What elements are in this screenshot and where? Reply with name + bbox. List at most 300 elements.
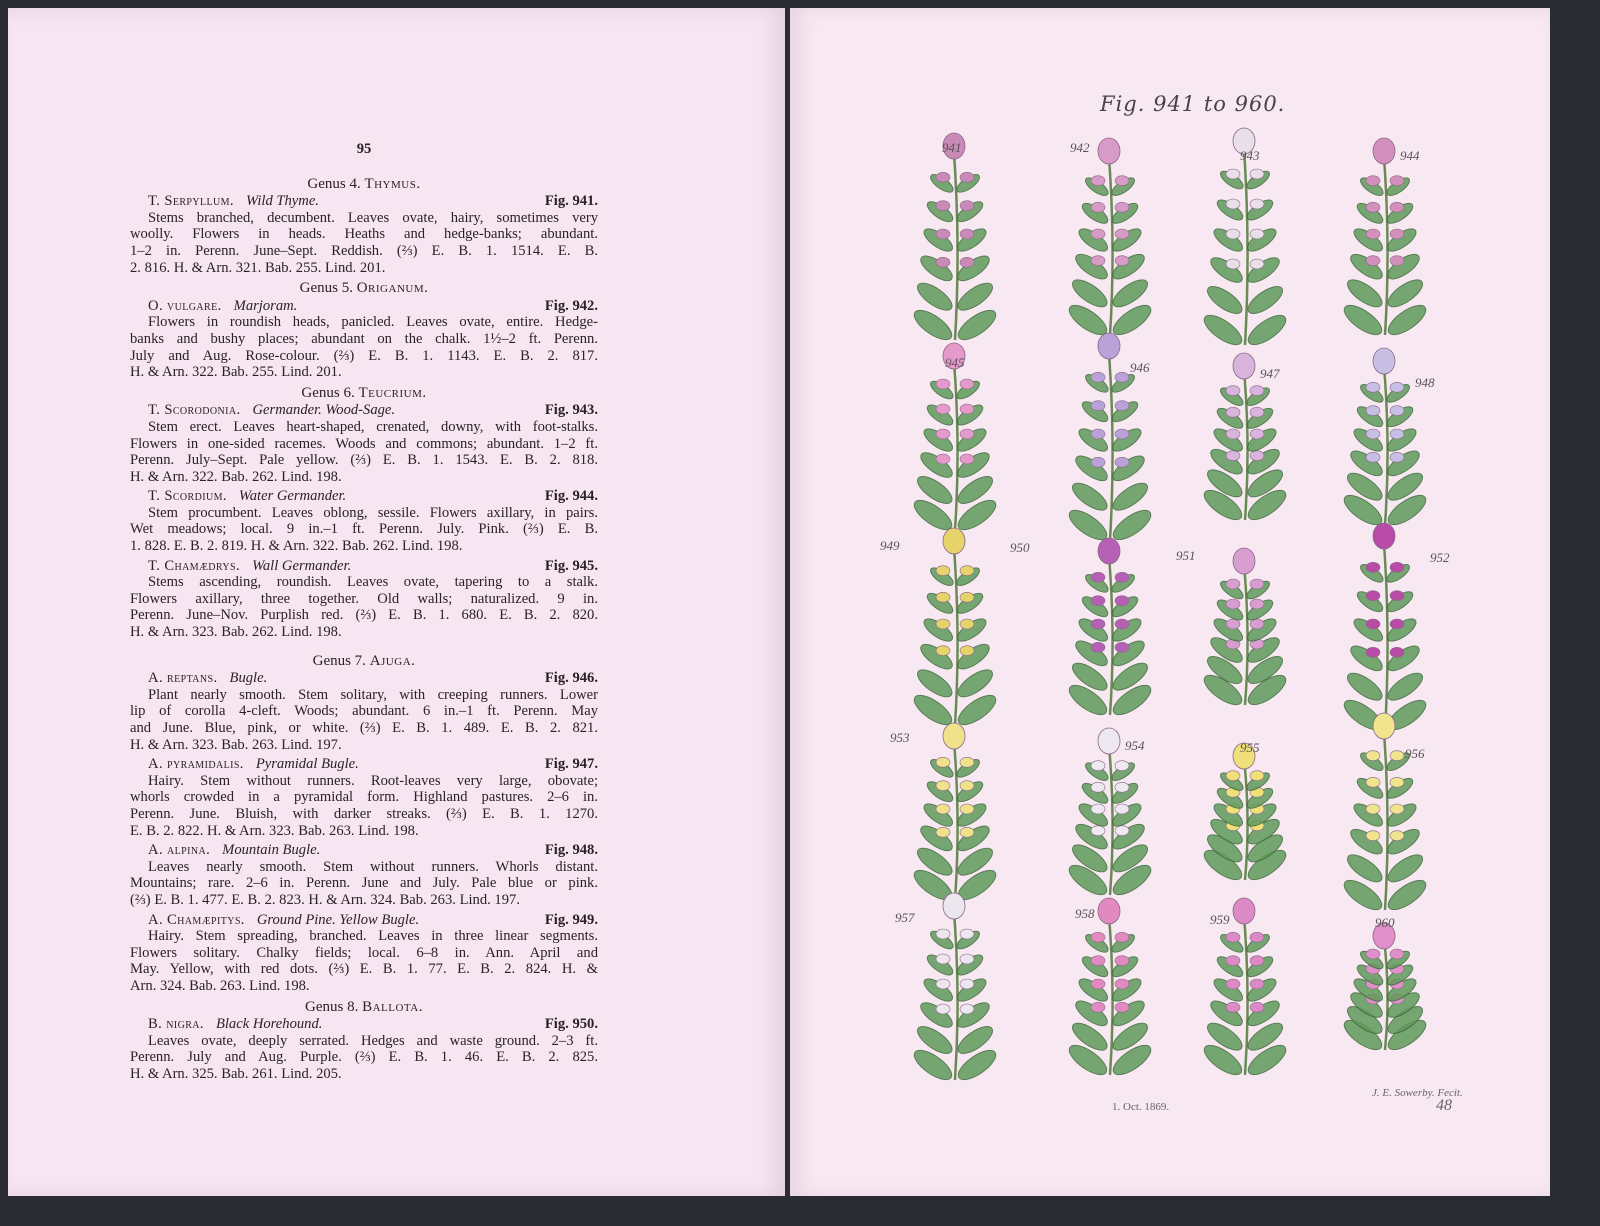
flower xyxy=(960,201,974,211)
flower xyxy=(1091,429,1105,439)
flower xyxy=(960,827,974,837)
common-name: Mountain Bugle. xyxy=(222,842,321,859)
flower xyxy=(960,757,974,767)
flower xyxy=(1250,771,1264,781)
description-line: lip of corolla 4-cleft. Woods; abundant. 6 in.–1 ft. Perenn. May xyxy=(130,703,598,720)
figure-number: 950 xyxy=(1010,540,1030,555)
flower xyxy=(1366,777,1380,787)
flower xyxy=(1366,202,1380,212)
flower xyxy=(936,619,950,629)
species-name: T. Scorodonia. xyxy=(148,402,241,419)
flower-head xyxy=(1098,728,1120,754)
figure-number: 943 xyxy=(1240,148,1260,163)
flower xyxy=(1250,229,1264,239)
flower xyxy=(1091,826,1105,836)
flower-head xyxy=(1373,138,1395,164)
description-line: Stem erect. Leaves heart-shaped, crenated, downy, with foot-stalks. xyxy=(148,418,598,435)
leaf xyxy=(1109,225,1144,255)
flower xyxy=(936,929,950,939)
flower xyxy=(1390,452,1404,462)
description-line: Perenn. July and Aug. Purple. (⅔) E. B. 1. 46. E. B. 2. 825. xyxy=(130,1049,598,1066)
flower xyxy=(1390,406,1404,416)
flower xyxy=(1366,619,1380,629)
flower xyxy=(1115,572,1129,582)
flower xyxy=(960,592,974,602)
genus-name: Origanum. xyxy=(356,280,429,297)
flower xyxy=(1250,599,1264,609)
plant-figure-950 xyxy=(1065,538,1155,720)
stem xyxy=(953,350,958,530)
leaf xyxy=(1207,253,1246,287)
figure-ref: Fig. 947. xyxy=(544,756,598,773)
description-line: Hairy. Stem without runners. Root-leaves very large, obovate; xyxy=(148,772,598,789)
plate-date: 1. Oct. 1869. xyxy=(1112,1101,1170,1113)
description-line: 1–2 in. Perenn. June–Sept. Reddish. (⅔) E. B. 1. 1514. E. B. xyxy=(130,242,598,259)
flower xyxy=(960,379,974,389)
description-line: H. & Arn. 325. Bab. 261. Lind. 205. xyxy=(130,1065,342,1082)
description-line: Perenn. June. Bluish, with darker streaks. (⅔) E. B. 1. 1270. xyxy=(130,805,598,822)
flower xyxy=(1115,256,1129,266)
description-line: Perenn. July–Sept. Pale yellow. (⅔) E. B. 1. 1543. E. B. 2. 818. xyxy=(130,452,598,469)
flower xyxy=(936,1004,950,1014)
flower xyxy=(1115,596,1129,606)
flower xyxy=(960,404,974,414)
description-line: Leaves ovate, deeply serrated. Hedges and waste ground. 2–3 ft. xyxy=(148,1032,598,1049)
flower xyxy=(1091,202,1105,212)
description-line: woolly. Flowers in heads. Heaths and hedge-banks; abundant. xyxy=(130,226,598,243)
flower xyxy=(1366,591,1380,601)
flower xyxy=(1390,804,1404,814)
flower xyxy=(1226,599,1240,609)
stem xyxy=(953,730,958,900)
figure-number: 958 xyxy=(1075,906,1095,921)
leaf xyxy=(1109,452,1148,486)
flower xyxy=(1226,451,1240,461)
flower xyxy=(1390,382,1404,392)
description-line: Flowers in roundish heads, panicled. Leaves ovate, entire. Hedge- xyxy=(148,314,598,331)
flower xyxy=(1091,642,1105,652)
leaf xyxy=(913,278,956,315)
species-name: O. vulgare. xyxy=(148,297,222,314)
flower xyxy=(1366,751,1380,761)
plant-figure-945 xyxy=(910,343,1000,535)
flower xyxy=(1091,229,1105,239)
flower xyxy=(1250,407,1264,417)
flower xyxy=(1091,782,1105,792)
flower xyxy=(1250,579,1264,589)
flower xyxy=(960,619,974,629)
flower xyxy=(960,646,974,656)
stem xyxy=(1108,735,1113,895)
flower xyxy=(1115,932,1129,942)
flower xyxy=(1226,932,1240,942)
flower xyxy=(1226,386,1240,396)
flower xyxy=(1115,956,1129,966)
figure-number: 954 xyxy=(1125,738,1145,753)
flower xyxy=(936,429,950,439)
flower xyxy=(1226,579,1240,589)
flower xyxy=(960,954,974,964)
genus-number: Genus 8. xyxy=(305,998,359,1015)
leaf xyxy=(1211,225,1246,255)
common-name: Ground Pine. Yellow Bugle. xyxy=(256,911,420,928)
flower xyxy=(1115,782,1129,792)
flower xyxy=(1115,176,1129,186)
leaf xyxy=(1109,250,1148,284)
flower xyxy=(1390,562,1404,572)
flower-head xyxy=(1373,713,1395,739)
flower xyxy=(936,229,950,239)
leaf xyxy=(910,305,956,345)
leaf xyxy=(1384,615,1419,645)
leaf xyxy=(1203,282,1246,319)
genus-number: Genus 6. xyxy=(301,384,355,401)
flower xyxy=(960,566,974,576)
stem xyxy=(1243,905,1248,1075)
figure-number: 960 xyxy=(1375,915,1395,930)
flower xyxy=(1250,259,1264,269)
figure-ref: Fig. 949. xyxy=(544,911,598,928)
leaf xyxy=(921,225,956,255)
flower-head xyxy=(1098,333,1120,359)
stem xyxy=(1243,555,1248,705)
flower xyxy=(1226,979,1240,989)
flower xyxy=(1390,591,1404,601)
plant-figure-953 xyxy=(910,723,1000,905)
flower xyxy=(960,229,974,239)
figure-number: 946 xyxy=(1130,360,1150,375)
plant-figure-958 xyxy=(1065,898,1155,1080)
genus-name: Ajuga. xyxy=(369,652,416,669)
flower xyxy=(936,646,950,656)
description-line: (⅔) E. B. 1. 477. E. B. 2. 823. H. & Arn. 324. Bab. 263. Lind. 197. xyxy=(130,891,520,908)
leaf xyxy=(1347,250,1386,284)
flower-head xyxy=(943,893,965,919)
description-line: Flowers in one-sided racemes. Woods and commons; abundant. 1–2 ft. xyxy=(130,435,598,452)
flower xyxy=(1091,956,1105,966)
figure-number: 953 xyxy=(890,730,910,745)
stem xyxy=(1383,720,1388,910)
flower xyxy=(1366,429,1380,439)
figure-ref: Fig. 944. xyxy=(544,488,598,505)
plant-figure-949 xyxy=(910,528,1000,730)
leaf xyxy=(1384,825,1423,859)
page-number: 95 xyxy=(356,141,372,157)
species-name: T. Serpyllum. xyxy=(148,193,234,210)
flower xyxy=(1390,202,1404,212)
flower xyxy=(1226,229,1240,239)
flower xyxy=(1091,804,1105,814)
flower xyxy=(960,1004,974,1014)
flower xyxy=(1250,1002,1264,1012)
flower xyxy=(1390,831,1404,841)
figure-ref: Fig. 941. xyxy=(544,193,598,210)
figure-ref: Fig. 950. xyxy=(544,1016,598,1033)
stem xyxy=(1108,905,1113,1075)
common-name: Black Horehound. xyxy=(215,1016,323,1033)
species-name: A. reptans. xyxy=(148,670,218,687)
flower xyxy=(1250,199,1264,209)
flower xyxy=(936,454,950,464)
genus-name: Teucrium. xyxy=(358,384,427,401)
flower xyxy=(1091,1002,1105,1012)
figure-number: 945 xyxy=(945,355,965,370)
plant-figure-957 xyxy=(910,893,1000,1085)
flower xyxy=(1250,451,1264,461)
flower xyxy=(1091,932,1105,942)
flower xyxy=(960,172,974,182)
genus-number: Genus 4. xyxy=(307,175,361,192)
stem xyxy=(1383,145,1388,335)
figure-number: 948 xyxy=(1415,375,1435,390)
flower xyxy=(960,429,974,439)
flower xyxy=(1390,619,1404,629)
flower xyxy=(1390,176,1404,186)
description-line: Flowers solitary. Chalky fields; local. 6–8 in. Ann. April and xyxy=(130,944,598,961)
flower xyxy=(936,827,950,837)
stem xyxy=(953,140,958,340)
flower xyxy=(1226,199,1240,209)
flower xyxy=(1366,452,1380,462)
leaf xyxy=(1384,800,1419,830)
common-name: Wild Thyme. xyxy=(245,193,319,210)
flower xyxy=(960,804,974,814)
plate-title: Fig. 941 to 960. xyxy=(1100,92,1286,116)
leaf xyxy=(1384,225,1419,255)
leaf xyxy=(1068,478,1111,515)
flower xyxy=(1390,229,1404,239)
flower xyxy=(1226,771,1240,781)
stem xyxy=(1243,360,1248,520)
flower xyxy=(1390,647,1404,657)
plate-number: 48 xyxy=(1436,1097,1452,1114)
figure-number: 947 xyxy=(1260,366,1280,381)
leaf xyxy=(1384,642,1423,676)
figure-number: 952 xyxy=(1430,550,1450,565)
flower xyxy=(1115,202,1129,212)
description-line: H. & Arn. 323. Bab. 263. Lind. 197. xyxy=(130,736,342,753)
genus-name: Thymus. xyxy=(364,175,421,192)
flower xyxy=(1366,647,1380,657)
plant-figure-955 xyxy=(1200,743,1290,885)
description-line: July and Aug. Rose-colour. (⅔) E. B. 1. 1143. E. B. 2. 817. xyxy=(130,347,598,364)
flower xyxy=(936,172,950,182)
flower xyxy=(1115,229,1129,239)
flower xyxy=(936,954,950,964)
leaf xyxy=(1109,425,1144,455)
figure-ref: Fig. 948. xyxy=(544,842,598,859)
description-line: E. B. 2. 822. H. & Arn. 323. Bab. 263. Lind. 198. xyxy=(130,822,419,839)
description-line: banks and bushy places; abundant on the chalk. 1½–2 ft. Perenn. xyxy=(130,330,598,347)
common-name: Germander. Wood-Sage. xyxy=(252,402,396,419)
flower xyxy=(960,257,974,267)
flower xyxy=(1250,932,1264,942)
stem xyxy=(1243,750,1248,880)
description-line: Hairy. Stem spreading, branched. Leaves in three linear segments. xyxy=(148,928,598,945)
flower-head xyxy=(1373,348,1395,374)
flower xyxy=(1226,1002,1240,1012)
flower xyxy=(1115,401,1129,411)
leaf xyxy=(921,615,956,645)
plant-figure-941 xyxy=(910,133,1000,345)
stem xyxy=(1243,135,1248,345)
species-name: T. Chamædrys. xyxy=(148,557,241,574)
flower xyxy=(1091,457,1105,467)
leaf xyxy=(1244,310,1290,350)
description-line: Plant nearly smooth. Stem solitary, with creeping runners. Lower xyxy=(148,686,598,703)
species-name: T. Scordium. xyxy=(148,488,227,505)
leaf xyxy=(954,640,993,674)
flower xyxy=(1115,761,1129,771)
flower xyxy=(1390,777,1404,787)
stem xyxy=(1108,340,1113,540)
leaf xyxy=(1072,452,1111,486)
figure-number: 949 xyxy=(880,538,900,553)
flower xyxy=(936,592,950,602)
flower xyxy=(1366,831,1380,841)
flower xyxy=(936,781,950,791)
flower xyxy=(1226,619,1240,629)
figure-number: 956 xyxy=(1405,746,1425,761)
figure-number: 951 xyxy=(1176,548,1196,563)
flower xyxy=(1115,1002,1129,1012)
flower xyxy=(1091,401,1105,411)
flower xyxy=(1226,169,1240,179)
flower xyxy=(1366,406,1380,416)
engraver-credit: J. E. Sowerby. Fecit. xyxy=(1372,1087,1463,1099)
flower-head xyxy=(1233,353,1255,379)
flower xyxy=(1250,619,1264,629)
leaf xyxy=(1072,250,1111,284)
flower xyxy=(936,804,950,814)
plant-figure-951 xyxy=(1200,548,1290,710)
flower xyxy=(1366,949,1380,959)
flower-head xyxy=(943,723,965,749)
leaf xyxy=(1076,225,1111,255)
flower xyxy=(1091,372,1105,382)
leaf xyxy=(1076,425,1111,455)
stem xyxy=(1383,530,1388,730)
flower-head xyxy=(1098,898,1120,924)
flower xyxy=(1091,572,1105,582)
leaf xyxy=(917,252,956,286)
flower xyxy=(1115,826,1129,836)
figure-ref: Fig. 946. xyxy=(544,670,598,687)
figure-number: 944 xyxy=(1400,148,1420,163)
common-name: Wall Germander. xyxy=(252,557,352,574)
flower xyxy=(960,979,974,989)
flower-head xyxy=(943,528,965,554)
figure-ref: Fig. 945. xyxy=(544,557,598,574)
leaf xyxy=(1109,505,1155,545)
plant-figure-960 xyxy=(1340,923,1430,1055)
flower xyxy=(1366,229,1380,239)
genus-number: Genus 5. xyxy=(299,280,353,297)
description-line: H. & Arn. 322. Bab. 255. Lind. 201. xyxy=(130,364,342,381)
flower-head xyxy=(1233,548,1255,574)
flower xyxy=(1091,596,1105,606)
species-name: A. pyramidalis. xyxy=(148,756,244,773)
leaf xyxy=(1347,825,1386,859)
flower xyxy=(1366,256,1380,266)
flower xyxy=(1115,642,1129,652)
description-line: 2. 816. H. & Arn. 321. Bab. 255. Lind. 201. xyxy=(130,259,386,276)
flower xyxy=(1091,176,1105,186)
flower xyxy=(1366,804,1380,814)
leaf xyxy=(1351,615,1386,645)
figure-ref: Fig. 943. xyxy=(544,402,598,419)
plant-figure-956 xyxy=(1340,713,1430,915)
flower xyxy=(960,454,974,464)
description-line: H. & Arn. 322. Bab. 262. Lind. 198. xyxy=(130,468,342,485)
stem xyxy=(953,535,958,725)
flower xyxy=(936,379,950,389)
leaf xyxy=(1384,668,1427,705)
flower xyxy=(1115,804,1129,814)
description-line: Perenn. June–Nov. Purplish red. (⅔) E. B. 1. 680. E. B. 2. 820. xyxy=(130,607,598,624)
leaf xyxy=(1244,225,1279,255)
flower xyxy=(1226,407,1240,417)
description-line: Stems branched, decumbent. Leaves ovate, hairy, sometimes very xyxy=(148,209,598,226)
species-name: A. Chamæpitys. xyxy=(148,911,245,928)
common-name: Bugle. xyxy=(229,670,268,687)
figure-number: 957 xyxy=(895,910,915,925)
description-line: Stem procumbent. Leaves oblong, sessile. Flowers axillary, in pairs. xyxy=(148,504,598,521)
flower xyxy=(1091,761,1105,771)
flower xyxy=(936,566,950,576)
leaf xyxy=(1343,668,1386,705)
flower xyxy=(1250,386,1264,396)
plant-figure-952 xyxy=(1340,523,1430,735)
flower xyxy=(1250,169,1264,179)
leaf xyxy=(1347,642,1386,676)
description-line: and June. Blue, pink, or white. (⅔) E. B. 1. 489. E. B. 2. 821. xyxy=(130,720,598,736)
flower xyxy=(936,757,950,767)
flower xyxy=(1390,429,1404,439)
flower xyxy=(1250,956,1264,966)
leaf xyxy=(1244,282,1287,319)
leaf xyxy=(1384,250,1423,284)
flower xyxy=(1115,979,1129,989)
description-line: Flowers axillary, three together. Old walls; naturalized. 9 in. xyxy=(130,590,598,607)
flower xyxy=(936,201,950,211)
flower xyxy=(1115,429,1129,439)
flower xyxy=(1366,382,1380,392)
flower xyxy=(936,979,950,989)
flower xyxy=(1390,751,1404,761)
stem xyxy=(1383,355,1388,525)
leaf xyxy=(1200,310,1246,350)
flower xyxy=(936,257,950,267)
plant-figure-942 xyxy=(1065,138,1155,340)
description-line: Arn. 324. Bab. 263. Lind. 198. xyxy=(130,977,310,994)
flower xyxy=(1115,457,1129,467)
leaf xyxy=(954,425,989,455)
leaf xyxy=(921,975,956,1005)
flower xyxy=(960,929,974,939)
flower xyxy=(1091,256,1105,266)
flower xyxy=(1226,259,1240,269)
leaf xyxy=(1351,225,1386,255)
flower xyxy=(960,781,974,791)
genus-number: Genus 7. xyxy=(312,652,366,669)
flower xyxy=(1250,979,1264,989)
flower xyxy=(1115,372,1129,382)
flower xyxy=(1226,429,1240,439)
leaf xyxy=(954,975,989,1005)
common-name: Pyramidal Bugle. xyxy=(255,756,359,773)
flower xyxy=(1226,956,1240,966)
